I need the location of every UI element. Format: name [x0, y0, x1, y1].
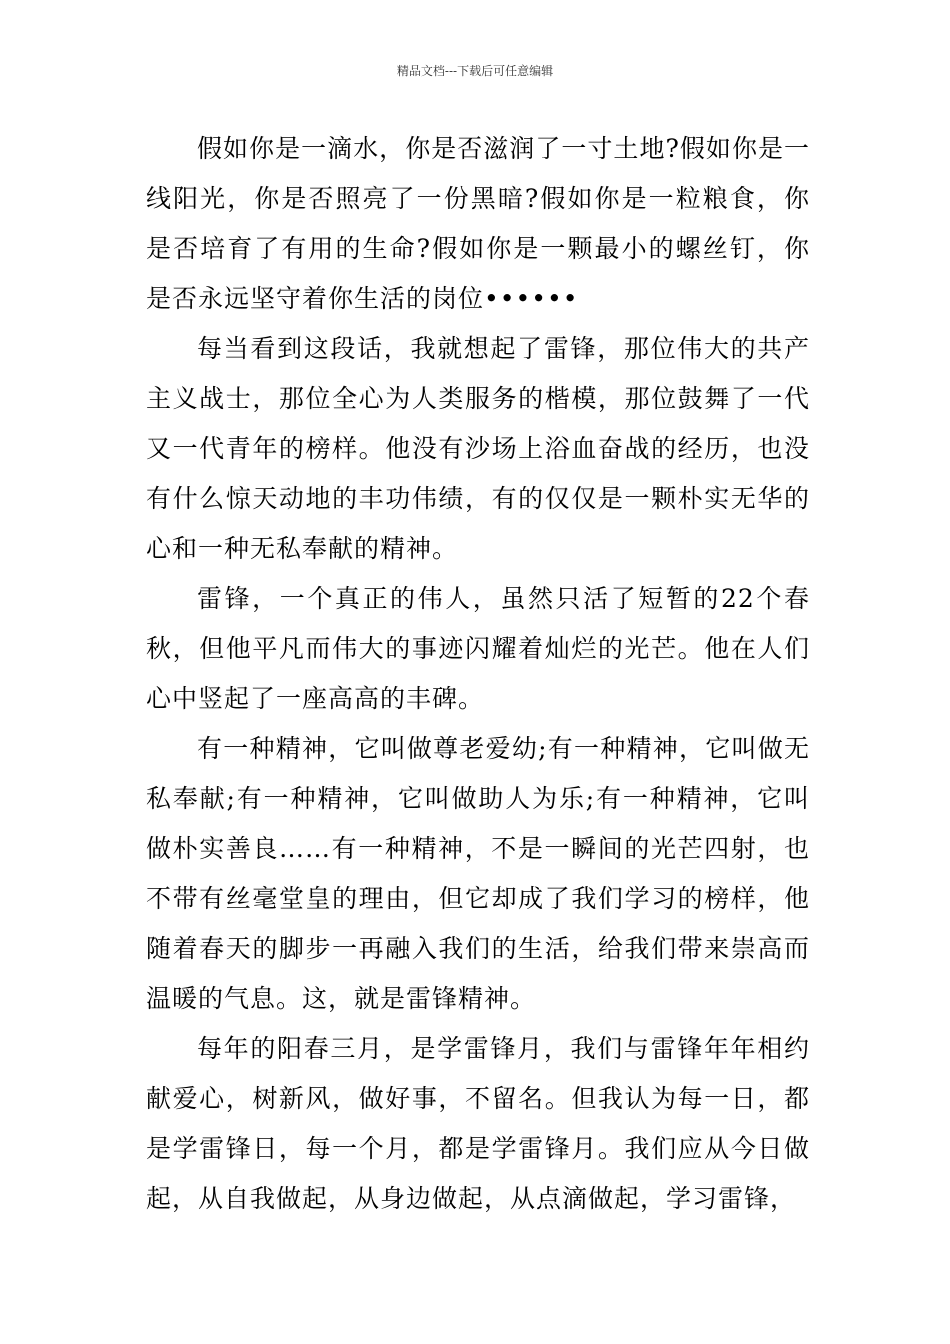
paragraph-5: 每年的阳春三月，是学雷锋月，我们与雷锋年年相约献爱心，树新风，做好事，不留名。但我认为每一日，都是学雷锋日，每一个月，都是学雷锋月。我们应从今日做起，从自我做起，从身边做起，从点滴做起，学习雷锋， — [146, 1034, 810, 1213]
document-body — [146, 124, 810, 1224]
paragraph-2: 每当看到这段话，我就想起了雷锋，那位伟大的共产主义战士，那位全心为人类服务的楷模，那位鼓舞了一代又一代青年的榜样。他没有沙场上浴血奋战的经历，也没有什么惊天动地的丰功伟绩，有的仅仅是一颗朴实无华的心和一种无私奉献的精神。 — [146, 334, 810, 563]
paragraph-1: 假如你是一滴水，你是否滋润了一寸土地?假如你是一线阳光，你是否照亮了一份黑暗?假如你是一粒粮食，你是否培育了有用的生命?假如你是一颗最小的螺丝钉，你是否永远坚守着你生活的岗位•••••• — [146, 134, 810, 313]
paragraph-3: 雷锋，一个真正的伟人，虽然只活了短暂的22个春秋，但他平凡而伟大的事迹闪耀着灿烂的光芒。他在人们心中竖起了一座高高的丰碑。 — [146, 584, 810, 713]
page-header: 精品文档---下载后可任意编辑 — [396, 64, 554, 78]
paragraph-4: 有一种精神，它叫做尊老爱幼;有一种精神，它叫做无私奉献;有一种精神，它叫做助人为乐;有一种精神，它叫做朴实善良……有一种精神，不是一瞬间的光芒四射，也不带有丝毫堂皇的理由，但它却成了我们学习的榜样，他随着春天的脚步一再融入我们的生活，给我们带来崇高而温暖的气息。这，就是雷锋精神。 — [146, 734, 810, 1013]
